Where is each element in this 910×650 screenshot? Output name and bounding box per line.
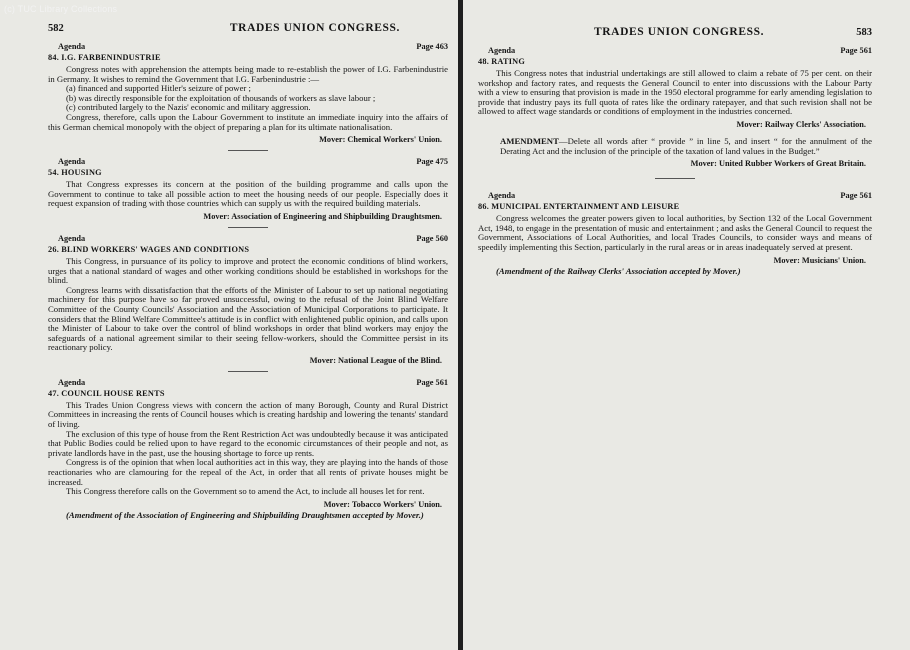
- agenda-label: Agenda: [58, 377, 86, 387]
- mover: Mover: Musicians' Union.: [773, 255, 866, 265]
- agenda-label: Agenda: [58, 42, 86, 51]
- motion-title: 54. HOUSING: [48, 168, 102, 178]
- agenda-label: Agenda: [488, 46, 516, 55]
- agenda-page: Page 475: [416, 157, 448, 167]
- agenda-reference: [48, 157, 448, 166]
- motion-paragraph: Congress is of the opinion that when local authorities act in this way, they are playing into the hands of those reactionaries who are clamouring for the repeal of the Act, in order that all rents of private houses might be increased.: [48, 457, 448, 487]
- motion-paragraph: Congress, therefore, calls upon the Labour Government to institute an immediate inquiry into the affairs of this German chemical monopoly with the object of preparing a plan for its ultimate nationalisation.: [48, 111, 448, 132]
- mover: Mover: National League of the Blind.: [309, 355, 442, 365]
- running-title: TRADES UNION CONGRESS.: [594, 26, 765, 38]
- amendment: [478, 137, 872, 156]
- mover: Mover: Chemical Workers' Union.: [319, 135, 442, 145]
- amendment-note: (Amendment of the Association of Engineering and Shipbuilding Draughtsmen accepted by Mover.): [66, 509, 424, 520]
- agenda-page: Page 561: [416, 377, 448, 387]
- motion-title: 26. BLIND WORKERS' WAGES AND CONDITIONS: [48, 244, 250, 254]
- motion-paragraph: Congress learns with dissatisfaction that the efforts of the Minister of Labour to set up national negotiating machinery for this purpose have so far proved unsuccessful, owing to the refusal of the Joint Blind Welfare Committee of the County Councils' Association and the Association of Municipal Corporations to participate. It considers that the Blind Welfare Committee's attitude is in conflict with enlightened public opinion, and calls upon the Minister of Labour to take over the control of blind workshops in order that blind workers may enjoy the safeguards of a national agreement similar to their seeing fellow-workers, should the Committee persist in its reactionary policy.: [48, 284, 448, 353]
- agenda-reference: [48, 378, 448, 387]
- page-number: 582: [48, 23, 64, 34]
- right-running-head: [478, 26, 872, 38]
- amendment-note: (Amendment of the Railway Clerks' Association accepted by Mover.): [496, 265, 741, 276]
- motion-paragraph: The exclusion of this type of house from the Rent Restriction Act was undoubtedly because it was anticipated that Public Bodies could be relied upon to have regard to the economic circumstances of their people and not, as private landlords have in the past, use the housing shortage to force up rents.: [48, 428, 448, 458]
- agenda-label: Agenda: [488, 191, 516, 201]
- motion-title: 47. COUNCIL HOUSE RENTS: [48, 388, 165, 398]
- motion-paragraph: This Congress, in pursuance of its policy to improve and protect the economic conditions of blind workers, urges that a national standard of wages and other working conditions should be established in workshops for the blind.: [48, 255, 448, 286]
- motion-block: [48, 157, 448, 221]
- divider-rule: [228, 371, 268, 372]
- motion-paragraph: This Congress notes that industrial undertakings are still allowed to claim a rebate of 75 per cent. on their workshop and factory rates, and requests the General Council to enter into discussions with the Labour Party with a view to ensuring that provision is made in the 1950 electoral programme for early amending legislation to provide that industry pays its full quota of rates like the ordinary ratepayer, and that such revision shall not be allowed to affect wage standards or conditions of employment in the industries concerned.: [478, 68, 872, 117]
- list-item: (b) was directly responsible for the exploitation of thousands of workers as slave labour ;: [66, 92, 376, 103]
- mover: Mover: Tobacco Workers' Union.: [323, 499, 442, 509]
- motion-title: 86. MUNICIPAL ENTERTAINMENT AND LEISURE: [478, 202, 680, 212]
- motion-block: [478, 46, 872, 168]
- divider-rule: [655, 178, 695, 179]
- copyright-watermark: (c) TUC Library Collections: [4, 4, 118, 14]
- amendment-mover: Mover: United Rubber Workers of Great Britain.: [690, 159, 866, 169]
- motion-paragraph: That Congress expresses its concern at the position of the building programme and calls upon the Government to continue to take all possible action to meet the housing needs of our people. Especially does it request expansion of trading with those countries which can supply us with the required building materials.: [48, 179, 448, 209]
- divider-rule: [228, 227, 268, 228]
- motion-title: 84. I.G. FARBENINDUSTRIE: [48, 53, 161, 62]
- agenda-reference: [478, 46, 872, 55]
- motion-block: [478, 191, 872, 276]
- page-number: 583: [856, 27, 872, 38]
- amendment-label: AMENDMENT: [500, 135, 559, 146]
- left-running-head: [48, 22, 450, 34]
- list-item: (c) contributed largely to the Nazis' economic and military aggression.: [66, 102, 311, 113]
- running-title: TRADES UNION CONGRESS.: [229, 22, 400, 34]
- agenda-page: Page 560: [416, 233, 448, 243]
- amendment-text: —Delete all words after “ provide ” in line 5, and insert “ for the annulment of the Derating Act and the inclusion of the principle of the taxation of land values in the Budget.”: [500, 135, 872, 156]
- agenda-page: Page 561: [840, 191, 872, 201]
- motion-block: [48, 42, 448, 144]
- agenda-label: Agenda: [58, 233, 86, 243]
- mover: Mover: Association of Engineering and Shipbuilding Draughtsmen.: [203, 211, 442, 221]
- motion-paragraph: This Congress therefore calls on the Government so to amend the Act, to include all houses let for rent.: [66, 486, 425, 497]
- mover: Mover: Railway Clerks' Association.: [736, 119, 866, 129]
- agenda-reference: [48, 234, 448, 243]
- motion-title: 48. RATING: [478, 57, 526, 66]
- agenda-reference: [48, 42, 448, 51]
- agenda-label: Agenda: [58, 157, 86, 167]
- agenda-page: Page 561: [840, 46, 872, 55]
- list-item: (a) financed and supported Hitler's seizure of power ;: [66, 83, 251, 94]
- motion-block: [48, 234, 448, 365]
- motion-paragraph: This Trades Union Congress views with concern the action of many Borough, County and Rural District Committees in increasing the rents of Council houses which is creating hardship and lowering the tenants' standard of living.: [48, 399, 448, 430]
- motion-block: [48, 378, 448, 521]
- motion-paragraph: Congress notes with apprehension the attempts being made to re-establish the power of I.G. Farbenindustrie in Germany. It wishes to remind the Government that I.G. Farbenindustrie :—: [48, 64, 448, 84]
- agenda-page: Page 463: [416, 42, 448, 51]
- motion-paragraph: Congress welcomes the greater powers given to local authorities, by Section 132 of the Local Government Act, 1948, to engage in the presentation of music and entertainment ; and asks the General Council to request the Government, Associations of Local Authorities, and local Trades Councils, to consider ways and means of speedily implementing this Section, particularly in the rural areas or in areas inadequately served at present.: [478, 213, 872, 252]
- divider-rule: [228, 150, 268, 151]
- right-page: [463, 0, 910, 650]
- agenda-reference: [478, 191, 872, 200]
